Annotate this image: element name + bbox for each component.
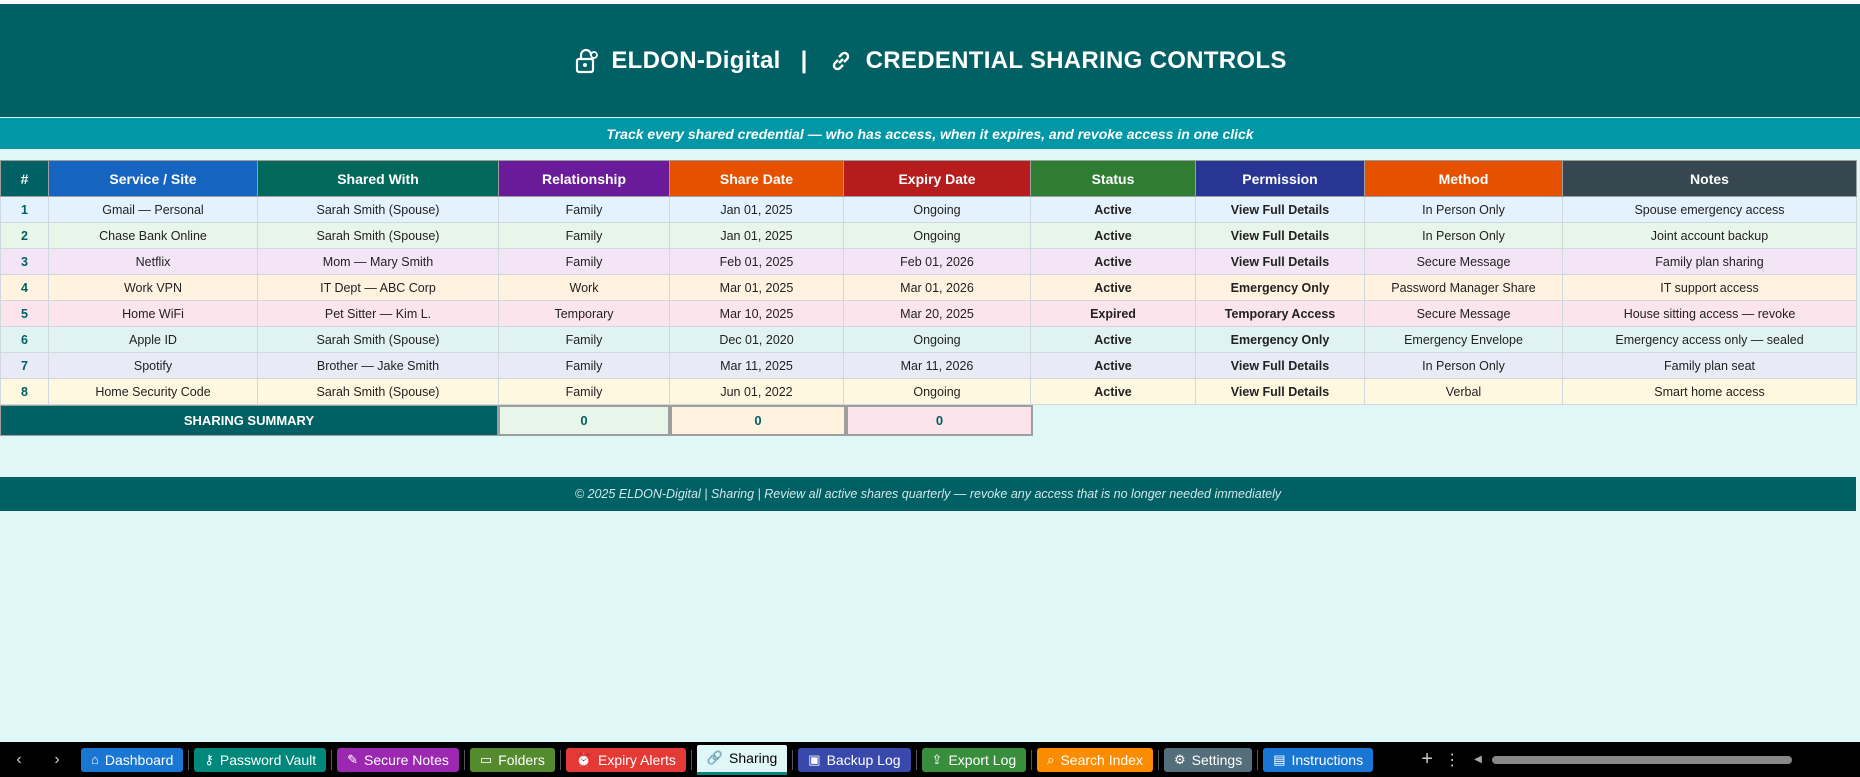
sheet-tab-dashboard[interactable] (81, 748, 183, 772)
brand-name: ELDON-Digital (611, 46, 781, 74)
sheet-tab-folders[interactable] (470, 748, 555, 772)
sheet-tab-sharing[interactable] (697, 745, 787, 775)
table-row (1, 327, 1857, 353)
method-cell[interactable]: In Person Only (1365, 353, 1563, 379)
alarm-icon: ⏰ (575, 751, 593, 767)
shared-with-cell[interactable]: Sarah Smith (Spouse) (258, 327, 499, 353)
header-separator: | (800, 46, 808, 74)
sheet-tab-expiry-alerts[interactable] (566, 748, 686, 772)
service-cell[interactable]: Home WiFi (49, 301, 258, 327)
tab-separator (1158, 750, 1159, 770)
column-header[interactable]: Shared With (258, 161, 499, 197)
export-icon: ⇪ (931, 751, 943, 767)
shared-with-cell[interactable]: IT Dept — ABC Corp (258, 275, 499, 301)
relationship-cell[interactable]: Family (499, 197, 670, 223)
service-cell[interactable]: Netflix (49, 249, 258, 275)
column-header[interactable]: Service / Site (49, 161, 258, 197)
expiry-date-cell[interactable]: Mar 11, 2026 (844, 353, 1031, 379)
search-icon: ⌕ (1047, 751, 1055, 767)
relationship-cell[interactable]: Family (499, 223, 670, 249)
folder-icon: ▭ (479, 751, 493, 767)
status-cell[interactable]: Active (1031, 275, 1196, 301)
notes-cell[interactable]: Emergency access only — sealed (1563, 327, 1857, 353)
row-number[interactable]: 3 (1, 249, 49, 275)
permission-cell[interactable]: Emergency Only (1196, 275, 1365, 301)
gear-icon: ⚙ (1173, 751, 1186, 767)
sheet-tab-password-vault[interactable] (194, 748, 326, 772)
method-cell[interactable]: In Person Only (1365, 223, 1563, 249)
table-row (1, 275, 1857, 301)
tab-separator (691, 750, 692, 770)
link-icon (828, 48, 854, 74)
status-cell[interactable]: Active (1031, 223, 1196, 249)
notes-cell[interactable]: Joint account backup (1563, 223, 1857, 249)
sheet-tab-secure-notes[interactable] (337, 748, 459, 772)
note-icon: ✎ (347, 751, 359, 767)
tab-label: Folders (498, 751, 545, 768)
notes-cell[interactable]: IT support access (1563, 275, 1857, 301)
table-row (1, 379, 1857, 405)
column-header[interactable]: Relationship (499, 161, 670, 197)
scroll-tabs-left-icon[interactable]: ‹ (16, 750, 22, 768)
shared-with-cell[interactable]: Brother — Jake Smith (258, 353, 499, 379)
tab-label: Password Vault (219, 751, 317, 768)
service-cell[interactable]: Home Security Code (49, 379, 258, 405)
column-header[interactable]: Permission (1196, 161, 1365, 197)
relationship-cell[interactable]: Temporary (499, 301, 670, 327)
status-cell[interactable]: Expired (1031, 301, 1196, 327)
column-header[interactable]: Status (1031, 161, 1196, 197)
column-header[interactable]: # (1, 161, 49, 197)
row-number[interactable]: 6 (1, 327, 49, 353)
status-cell[interactable]: Active (1031, 353, 1196, 379)
scrollbar-thumb[interactable] (1492, 756, 1792, 764)
permission-cell[interactable]: View Full Details (1196, 223, 1365, 249)
row-number[interactable]: 8 (1, 379, 49, 405)
page-header (0, 4, 1860, 117)
expiry-date-cell[interactable]: Ongoing (844, 197, 1031, 223)
table-row (1, 197, 1857, 223)
tab-label: Search Index (1060, 751, 1143, 768)
expiry-date-cell[interactable]: Ongoing (844, 223, 1031, 249)
scroll-tabs-right-icon[interactable]: › (54, 750, 60, 768)
add-sheet-icon[interactable]: + (1421, 748, 1433, 770)
share-date-cell[interactable]: Mar 10, 2025 (670, 301, 844, 327)
notes-cell[interactable]: Smart home access (1563, 379, 1857, 405)
shared-with-cell[interactable]: Sarah Smith (Spouse) (258, 379, 499, 405)
tab-label: Export Log (948, 751, 1017, 768)
tab-label: Dashboard (104, 751, 174, 768)
sharing-summary-label: SHARING SUMMARY (0, 405, 498, 436)
sheet-tab-search-index[interactable] (1037, 748, 1153, 772)
scroll-left-icon[interactable]: ◀ (1474, 754, 1482, 765)
status-cell[interactable]: Active (1031, 379, 1196, 405)
sheet-tab-settings[interactable] (1164, 748, 1252, 772)
shared-with-cell[interactable]: Sarah Smith (Spouse) (258, 197, 499, 223)
share-date-cell[interactable]: Feb 01, 2025 (670, 249, 844, 275)
expiry-date-cell[interactable]: Ongoing (844, 327, 1031, 353)
table-row (1, 249, 1857, 275)
relationship-cell[interactable]: Family (499, 379, 670, 405)
relationship-cell[interactable]: Family (499, 249, 670, 275)
method-cell[interactable]: Emergency Envelope (1365, 327, 1563, 353)
service-cell[interactable]: Chase Bank Online (49, 223, 258, 249)
dashboard-icon: ⌂ (91, 752, 99, 767)
column-header[interactable]: Notes (1563, 161, 1857, 197)
status-cell[interactable]: Active (1031, 249, 1196, 275)
horizontal-scrollbar[interactable] (1474, 755, 1814, 765)
key-icon: ⚷ (204, 751, 214, 767)
summary-value-3[interactable]: 0 (846, 405, 1033, 436)
status-cell[interactable]: Active (1031, 327, 1196, 353)
service-cell[interactable]: Gmail — Personal (49, 197, 258, 223)
sheet-menu-icon[interactable]: ⋮ (1444, 751, 1461, 769)
method-cell[interactable]: Verbal (1365, 379, 1563, 405)
shared-with-cell[interactable]: Pet Sitter — Kim L. (258, 301, 499, 327)
row-number[interactable]: 2 (1, 223, 49, 249)
permission-cell[interactable]: View Full Details (1196, 353, 1365, 379)
column-header[interactable]: Share Date (670, 161, 844, 197)
method-cell[interactable]: Password Manager Share (1365, 275, 1563, 301)
share-date-cell[interactable]: Jan 01, 2025 (670, 223, 844, 249)
method-cell[interactable]: In Person Only (1365, 197, 1563, 223)
relationship-cell[interactable]: Work (499, 275, 670, 301)
sheet-tab-instructions[interactable] (1263, 748, 1373, 772)
share-date-cell[interactable]: Mar 11, 2025 (670, 353, 844, 379)
book-icon: ▤ (1273, 751, 1286, 767)
summary-value-1[interactable]: 0 (498, 405, 670, 436)
expiry-date-cell[interactable]: Feb 01, 2026 (844, 249, 1031, 275)
page-subtitle: Track every shared credential — who has access, when it expires, and revoke access in one click (0, 118, 1860, 149)
permission-cell[interactable]: Emergency Only (1196, 327, 1365, 353)
summary-value-2[interactable]: 0 (670, 405, 846, 436)
sharing-table (0, 160, 1857, 405)
tab-separator (1257, 750, 1258, 770)
table-body (1, 197, 1857, 405)
shared-with-cell[interactable]: Mom — Mary Smith (258, 249, 499, 275)
table-row (1, 353, 1857, 379)
row-number[interactable]: 1 (1, 197, 49, 223)
status-cell[interactable]: Active (1031, 197, 1196, 223)
notes-cell[interactable]: Spouse emergency access (1563, 197, 1857, 223)
tab-label: Settings (1191, 751, 1243, 768)
permission-cell[interactable]: Temporary Access (1196, 301, 1365, 327)
notes-cell[interactable]: Family plan seat (1563, 353, 1857, 379)
share-date-cell[interactable]: Jun 01, 2022 (670, 379, 844, 405)
column-header[interactable]: Expiry Date (844, 161, 1031, 197)
share-date-cell[interactable]: Mar 01, 2025 (670, 275, 844, 301)
service-cell[interactable]: Work VPN (49, 275, 258, 301)
sheet-tab-backup-log[interactable] (798, 748, 910, 772)
table-row (1, 223, 1857, 249)
sheet-tab-export-log[interactable] (922, 748, 1027, 772)
lock-icon (573, 48, 599, 74)
permission-cell[interactable]: View Full Details (1196, 197, 1365, 223)
tab-label: Secure Notes (364, 751, 449, 768)
tab-separator (331, 750, 332, 770)
sheet-tab-bar (0, 742, 1860, 777)
share-date-cell[interactable]: Dec 01, 2020 (670, 327, 844, 353)
row-number[interactable]: 7 (1, 353, 49, 379)
tab-separator (188, 750, 189, 770)
table-row (1, 301, 1857, 327)
row-number[interactable]: 5 (1, 301, 49, 327)
tab-separator (916, 750, 917, 770)
link-icon: 🔗 (706, 750, 724, 765)
expiry-date-cell[interactable]: Mar 20, 2025 (844, 301, 1031, 327)
expiry-date-cell[interactable]: Ongoing (844, 379, 1031, 405)
relationship-cell[interactable]: Family (499, 353, 670, 379)
relationship-cell[interactable]: Family (499, 327, 670, 353)
shared-with-cell[interactable]: Sarah Smith (Spouse) (258, 223, 499, 249)
method-cell[interactable]: Secure Message (1365, 249, 1563, 275)
permission-cell[interactable]: View Full Details (1196, 379, 1365, 405)
service-cell[interactable]: Spotify (49, 353, 258, 379)
tab-separator (464, 750, 465, 770)
tab-label: Expiry Alerts (598, 751, 676, 768)
notes-cell[interactable]: House sitting access — revoke (1563, 301, 1857, 327)
tab-separator (560, 750, 561, 770)
page-footer: © 2025 ELDON-Digital | Sharing | Review all active shares quarterly — revoke any access that is no longer needed immediately (0, 477, 1856, 511)
row-number[interactable]: 4 (1, 275, 49, 301)
method-cell[interactable]: Secure Message (1365, 301, 1563, 327)
tab-separator (792, 750, 793, 770)
save-icon: ▣ (808, 751, 821, 767)
tab-separator (1031, 750, 1032, 770)
tab-label: Backup Log (826, 751, 901, 768)
service-cell[interactable]: Apple ID (49, 327, 258, 353)
notes-cell[interactable]: Family plan sharing (1563, 249, 1857, 275)
page-title: CREDENTIAL SHARING CONTROLS (865, 46, 1287, 74)
expiry-date-cell[interactable]: Mar 01, 2026 (844, 275, 1031, 301)
share-date-cell[interactable]: Jan 01, 2025 (670, 197, 844, 223)
header-row (1, 161, 1857, 197)
tab-label: Instructions (1291, 751, 1364, 768)
column-header[interactable]: Method (1365, 161, 1563, 197)
tab-label: Sharing (729, 750, 778, 766)
permission-cell[interactable]: View Full Details (1196, 249, 1365, 275)
